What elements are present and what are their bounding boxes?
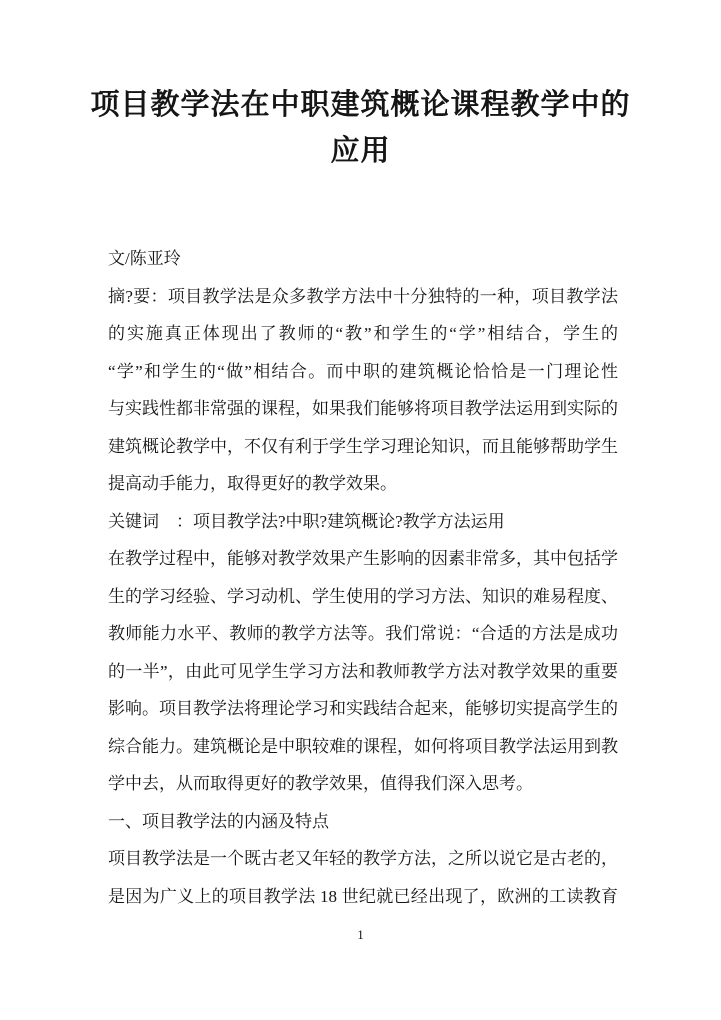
body-line-4: 的一半”，由此可见学生学习方法和教师教学方法对教学效果的重要 [108, 661, 618, 681]
body-line-5: 影响。项目教学法将理论学习和实践结合起来，能够切实提高学生的 [108, 699, 618, 718]
title-line-2: 应用 [330, 135, 391, 167]
title-line-1: 项目教学法在中职建筑概论课程教学中的 [90, 89, 631, 121]
body-line-6: 综合能力。建筑概论是中职较难的课程，如何将项目教学法运用到教 [108, 736, 618, 756]
body-line-7: 学中去，从而取得更好的教学效果，值得我们深入思考。 [108, 774, 533, 793]
body-line-1: 在教学过程中，能够对教学效果产生影响的因素非常多，其中包括学 [108, 549, 618, 568]
document-body [108, 240, 618, 915]
keywords-line: 关键词 ：项目教学法?中职?建筑概论?教学方法运用 [108, 511, 505, 531]
abstract-line-3: “学”和学生的“做”相结合。而中职的建筑概论恰恰是一门理论性 [108, 361, 618, 381]
section-heading: 一、项目教学法的内涵及特点 [108, 811, 329, 831]
abstract-line-6: 提高动手能力，取得更好的教学效果。 [108, 474, 397, 493]
body2-line-1: 项目教学法是一个既古老又年轻的教学方法，之所以说它是古老的， [108, 849, 618, 868]
page-number: 1 [357, 927, 364, 942]
document-title [0, 82, 721, 174]
abstract-line-1: 摘?要：项目教学法是众多教学方法中十分独特的一种，项目教学法 [108, 286, 618, 306]
body-line-3: 教师能力水平、教师的教学方法等。我们常说：“合适的方法是成功 [108, 624, 618, 643]
body-line-2: 生的学习经验、学习动机、学生使用的学习方法、知识的难易程度、 [108, 586, 618, 606]
abstract-line-5: 建筑概论教学中，不仅有利于学生学习理论知识，而且能够帮助学生 [108, 436, 618, 456]
author-line: 文/陈亚玲 [108, 249, 181, 268]
abstract-line-2: 的实施真正体现出了教师的“教”和学生的“学”相结合，学生的 [108, 324, 618, 343]
body2-line-2: 是因为广义上的项目教学法 18 世纪就已经出现了，欧洲的工读教育 [108, 886, 618, 906]
abstract-line-4: 与实践性都非常强的课程，如果我们能够将项目教学法运用到实际的 [108, 399, 618, 418]
page-footer [0, 926, 721, 944]
